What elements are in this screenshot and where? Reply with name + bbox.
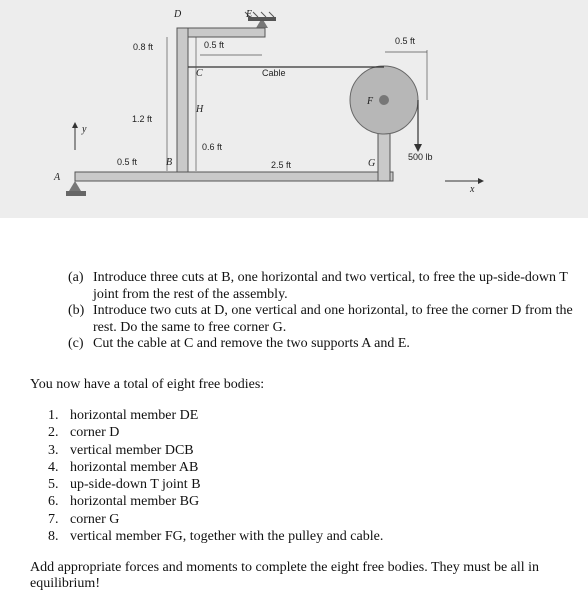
list-text: vertical member FG, together with the pulley and cable. — [70, 529, 384, 545]
part-text: Introduce three cuts at B, one horizontal and two vertical, to free the up-side-down T joint from the rest of the assembly. — [93, 270, 568, 302]
list-item — [48, 476, 578, 493]
closing-text: Add appropriate forces and moments to complete the eight free bodies. They must be all in equilibrium! — [30, 560, 540, 591]
load-arrow — [414, 144, 422, 152]
x-axis-label: x — [470, 184, 475, 195]
label-b: B — [166, 157, 173, 168]
dim-0-5ft-ab: 0.5 ft — [117, 157, 138, 167]
member-de — [177, 28, 265, 37]
list-item — [48, 407, 578, 424]
part-tag: (b) — [68, 303, 85, 318]
dim-0-6ft: 0.6 ft — [202, 142, 223, 152]
list-text: horizontal member BG — [70, 494, 200, 510]
dim-0-5ft-de: 0.5 ft — [204, 40, 225, 50]
part-c — [68, 336, 578, 353]
list-number: 4. — [48, 459, 59, 475]
intro-text: You now have a total of eight free bodies: — [30, 377, 265, 392]
list-text: horizontal member AB — [70, 459, 199, 475]
list-item — [48, 528, 578, 545]
part-b — [68, 303, 578, 336]
dim-2-5ft: 2.5 ft — [271, 160, 292, 170]
list-item — [48, 459, 578, 476]
part-tag: (a) — [68, 270, 84, 285]
list-number: 7. — [48, 511, 59, 527]
support-a — [66, 181, 86, 196]
label-h: H — [196, 104, 204, 115]
frame-pulley-figure — [0, 0, 588, 218]
label-g: G — [368, 158, 376, 169]
list-text: corner G — [70, 511, 120, 527]
list-item — [48, 442, 578, 459]
y-axis-label: y — [82, 124, 87, 135]
load-label: 500 lb — [408, 152, 433, 162]
free-body-list — [48, 407, 578, 545]
list-item — [48, 424, 578, 441]
part-text: Cut the cable at C and remove the two supports A and E. — [93, 336, 410, 351]
list-number: 8. — [48, 529, 59, 545]
label-a: A — [54, 172, 61, 183]
part-a — [68, 270, 578, 303]
list-number: 3. — [48, 442, 59, 458]
member-ab-bg — [75, 172, 393, 181]
list-text: horizontal member DE — [70, 408, 199, 423]
member-dcb — [177, 28, 188, 178]
dim-0-8ft: 0.8 ft — [133, 42, 154, 52]
label-c: C — [196, 68, 203, 79]
part-text: Introduce two cuts at D, one vertical and one horizontal, to free the corner D from the rest. Do the same to free corner G. — [93, 303, 573, 335]
label-d: D — [174, 9, 182, 20]
part-tag: (c) — [68, 336, 84, 351]
list-number: 1. — [48, 408, 59, 423]
list-text: corner D — [70, 425, 120, 441]
dim-1-2ft: 1.2 ft — [132, 114, 153, 124]
list-item — [48, 493, 578, 510]
figure-drawing — [0, 0, 588, 218]
label-f: F — [367, 96, 374, 107]
label-e: E — [246, 9, 253, 20]
list-number: 5. — [48, 477, 59, 493]
list-item — [48, 511, 578, 528]
instruction-parts — [68, 270, 578, 353]
list-text: up-side-down T joint B — [70, 477, 201, 493]
pulley-hub — [379, 95, 389, 105]
dim-0-5ft-pulley: 0.5 ft — [395, 36, 416, 46]
list-text: vertical member DCB — [70, 442, 194, 458]
cable-label: Cable — [262, 68, 286, 78]
list-number: 2. — [48, 425, 59, 441]
list-number: 6. — [48, 494, 59, 510]
